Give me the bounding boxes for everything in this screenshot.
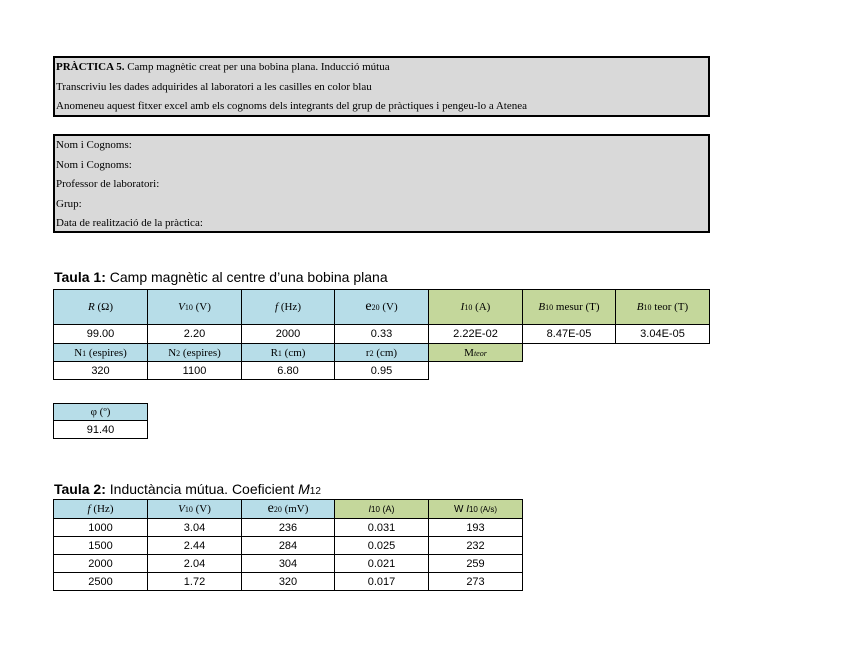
table2-caption-bold: Taula 2: [54, 481, 106, 497]
table1-caption-rest: Camp magnètic al centre d’una bobina plana [105, 269, 388, 285]
cell-w-i10: 193 [429, 519, 523, 537]
cell-f[interactable]: 1500 [54, 537, 148, 555]
intro-title-bold: PRÀCTICA 5. [56, 61, 125, 73]
intro-title-rest: Camp magnètic creat per una bobina plana. Inducció mútua [124, 61, 390, 73]
cell-v10[interactable]: 1.72 [148, 573, 242, 591]
cell-f[interactable]: 2000 [54, 555, 148, 573]
table1-header-row-2 [54, 344, 710, 362]
table-row [54, 573, 523, 591]
cell-v10[interactable]: 3.04 [148, 519, 242, 537]
value-b10-teor: 3.04E-05 [616, 325, 710, 344]
intro-box [53, 56, 710, 117]
intro-line-3: Anomeneu aquest fitxer excel amb els cognoms dels integrants del grup de pràctiques i pengeu-lo a Atenea [56, 100, 528, 112]
cell-e20[interactable]: 304 [242, 555, 335, 573]
header-f: f (Hz) [54, 500, 148, 519]
cell-i10: 0.017 [335, 573, 429, 591]
table2-caption-symbol: M [298, 481, 310, 497]
cell-v10[interactable]: 2.44 [148, 537, 242, 555]
header-v10: V10 (V) [148, 290, 242, 325]
value-r1[interactable]: 6.80 [242, 362, 335, 380]
info-date: Data de realització de la pràctica: [56, 217, 203, 229]
value-b10-mesur: 8.47E-05 [523, 325, 616, 344]
info-box [53, 134, 710, 233]
cell-w-i10: 259 [429, 555, 523, 573]
cell-i10: 0.025 [335, 537, 429, 555]
table2 [53, 499, 523, 591]
intro-line-2: Transcriviu les dades adquirides al laboratori a les casilles en color blau [56, 80, 372, 93]
header-m-teor: Mteor [429, 344, 523, 362]
value-m-teor [429, 362, 523, 380]
table2-caption-subscript: 12 [309, 486, 321, 497]
table2-header-row [54, 500, 523, 519]
header-phi: φ (º) [54, 404, 148, 421]
cell-e20[interactable]: 236 [242, 519, 335, 537]
cell-i10: 0.031 [335, 519, 429, 537]
header-r: R (Ω) [54, 290, 148, 325]
table-row [54, 519, 523, 537]
table1-caption [54, 269, 388, 285]
cell-f[interactable]: 1000 [54, 519, 148, 537]
cell-e20[interactable]: 284 [242, 537, 335, 555]
table1 [53, 289, 710, 380]
value-n2[interactable]: 1100 [148, 362, 242, 380]
empty-cell [616, 344, 710, 362]
phi-header-row [54, 404, 148, 421]
header-f: f (Hz) [242, 290, 335, 325]
header-e20: e20 (V) [335, 290, 429, 325]
table2-caption-rest: Inductància mútua. Coeficient [105, 481, 299, 497]
info-name-2: Nom i Cognoms: [56, 158, 132, 171]
phi-table [53, 403, 148, 439]
empty-cell [523, 362, 616, 380]
value-r2[interactable]: 0.95 [335, 362, 429, 380]
table1-header-row [54, 290, 710, 325]
cell-f[interactable]: 2500 [54, 573, 148, 591]
header-n1: N1 (espires) [54, 344, 148, 362]
header-n2: N2 (espires) [148, 344, 242, 362]
header-v10: V10 (V) [148, 500, 242, 519]
header-r1: R1 (cm) [242, 344, 335, 362]
table1-value-row [54, 325, 710, 344]
header-i10: I10 (A) [429, 290, 523, 325]
table-row [54, 537, 523, 555]
value-e20[interactable]: 0.33 [335, 325, 429, 344]
table2-caption [54, 481, 321, 497]
cell-v10[interactable]: 2.04 [148, 555, 242, 573]
info-professor: Professor de laboratori: [56, 178, 160, 190]
empty-cell [523, 344, 616, 362]
cell-i10: 0.021 [335, 555, 429, 573]
value-r[interactable]: 99.00 [54, 325, 148, 344]
table1-value-row-2 [54, 362, 710, 380]
value-f[interactable]: 2000 [242, 325, 335, 344]
cell-w-i10: 273 [429, 573, 523, 591]
info-name-1: Nom i Cognoms: [56, 139, 132, 151]
value-v10[interactable]: 2.20 [148, 325, 242, 344]
value-n1[interactable]: 320 [54, 362, 148, 380]
header-i10: I10 (A) [335, 500, 429, 519]
phi-value-row [54, 421, 148, 439]
cell-e20[interactable]: 320 [242, 573, 335, 591]
intro-title [56, 58, 708, 78]
info-group: Grup: [56, 197, 82, 210]
value-i10: 2.22E-02 [429, 325, 523, 344]
empty-cell [616, 362, 710, 380]
header-b10-teor: B10 teor (T) [616, 290, 710, 325]
header-r2: r2 (cm) [335, 344, 429, 362]
header-b10-mesur: B10 mesur (T) [523, 290, 616, 325]
value-phi[interactable]: 91.40 [54, 421, 148, 439]
header-w-i10: W I10 (A/s) [429, 500, 523, 519]
header-e20: e20 (mV) [242, 500, 335, 519]
cell-w-i10: 232 [429, 537, 523, 555]
table1-caption-bold: Taula 1: [54, 269, 106, 285]
table-row [54, 555, 523, 573]
